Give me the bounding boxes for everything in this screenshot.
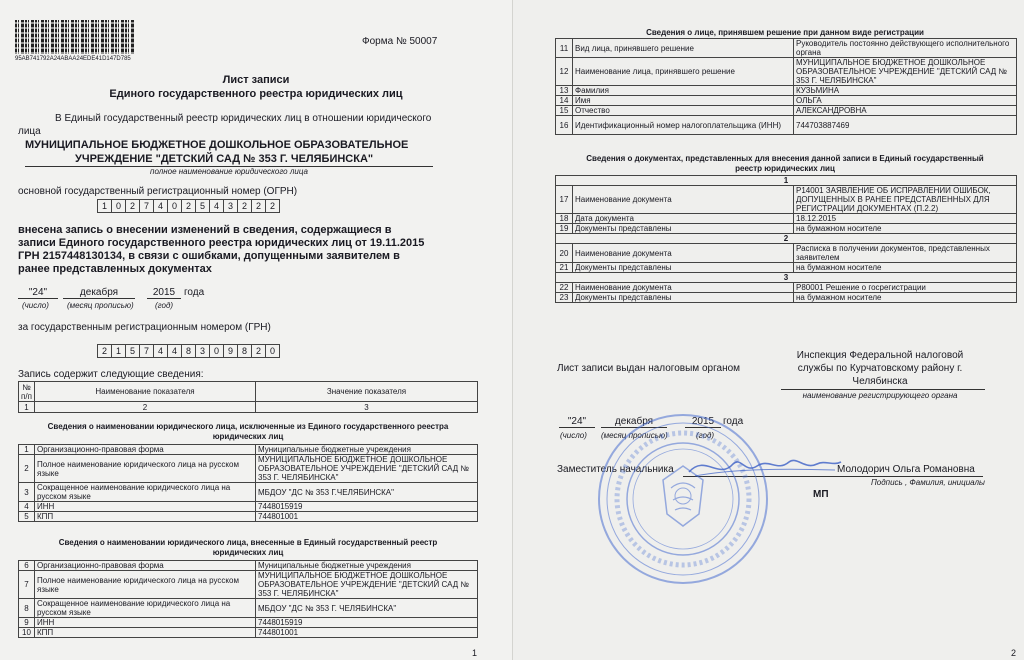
row-value: Муниципальные бюджетные учреждения [256, 561, 478, 571]
row-value: Муниципальные бюджетные учреждения [256, 445, 478, 455]
ogrn-digit: 4 [209, 199, 224, 213]
page-2 [512, 0, 1024, 660]
intro-line1: В Единый государственный реестр юридических лиц в отношении юридического [55, 113, 432, 124]
row-name: Организационно-правовая форма [35, 445, 256, 455]
section2-title-line2: юридических лиц [212, 548, 284, 557]
col-value-index: 3 [256, 402, 478, 413]
table-row [556, 283, 1017, 293]
table-row [556, 244, 1017, 263]
col-name-index: 2 [35, 402, 256, 413]
grn-digit: 8 [181, 344, 196, 358]
row-value: МУНИЦИПАЛЬНОЕ БЮДЖЕТНОЕ ДОШКОЛЬНОЕ ОБРАЗОВАТЕЛЬНОЕ УЧРЕЖДЕНИЕ "ДЕТСКИЙ САД № 353 Г. ЧЕЛЯБИНСКА" [794, 58, 1017, 86]
row-name: Сокращенное наименование юридического лица на русском языке [35, 599, 256, 618]
row-value: на бумажном носителе [794, 224, 1017, 234]
org-name-line2: УЧРЕЖДЕНИЕ "ДЕТСКИЙ САД № 353 Г. ЧЕЛЯБИНСКА" [75, 153, 374, 165]
grn-digit: 4 [167, 344, 182, 358]
row-name: КПП [35, 512, 256, 522]
page-number-1: 1 [472, 648, 478, 658]
signature-icon [685, 450, 845, 484]
row-number: 13 [556, 86, 573, 96]
header-table [18, 381, 478, 413]
row-name: Документы представлены [573, 224, 794, 234]
row-name: Имя [573, 96, 794, 106]
right-date-month: декабря [601, 416, 667, 428]
caption-year: (год) [155, 301, 174, 310]
table-row [19, 502, 478, 512]
right-caption-day: (число) [560, 431, 587, 440]
row-name: Полное наименование юридического лица на русском языке [35, 455, 256, 483]
row-number: 1 [19, 445, 35, 455]
row-name: Сокращенное наименование юридического лица на русском языке [35, 483, 256, 502]
row-name: Наименование документа [573, 186, 794, 214]
grn-digit: 3 [195, 344, 210, 358]
page-number-2: 2 [1011, 648, 1017, 658]
grn-digit: 9 [223, 344, 238, 358]
docs-title-line1: Сведения о документах, представленных для внесения данной записи в Единый государственный [586, 154, 984, 163]
authority-line3: Челябинска [852, 376, 908, 387]
right-date-year: 2015 [685, 416, 721, 428]
ogrn-digit: 1 [97, 199, 112, 213]
section1-title-line1: Сведения о наименовании юридического лица, исключенные из Единого государственного реестра [47, 422, 449, 431]
col-num-index: 1 [19, 402, 35, 413]
table-row [556, 293, 1017, 303]
row-name: КПП [35, 628, 256, 638]
docs-table [555, 175, 1017, 303]
group-header-row [556, 176, 1017, 186]
table-row [19, 445, 478, 455]
org-name-line1: МУНИЦИПАЛЬНОЕ БЮДЖЕТНОЕ ДОШКОЛЬНОЕ ОБРАЗОВАТЕЛЬНОЕ [25, 139, 409, 151]
row-number: 8 [19, 599, 35, 618]
table-row [19, 455, 478, 483]
row-number: 15 [556, 106, 573, 116]
row-name: Наименование документа [573, 244, 794, 263]
col-name-header: Наименование показателя [35, 382, 256, 402]
form-number: Форма № 50007 [362, 36, 438, 47]
row-number: 12 [556, 58, 573, 86]
row-name: Наименование лица, принявшего решение [573, 58, 794, 86]
signer-caption: Подпись , Фамилия, инициалы [871, 478, 985, 487]
ogrn-label: основной государственный регистрационный номер (ОГРН) [18, 186, 298, 197]
col-num-header: № п/п [19, 382, 35, 402]
row-number: 11 [556, 39, 573, 58]
row-number: 7 [19, 571, 35, 599]
grn-digit: 0 [265, 344, 280, 358]
group-number: 1 [556, 176, 1017, 186]
row-number: 20 [556, 244, 573, 263]
row-number: 18 [556, 214, 573, 224]
group-number: 3 [556, 273, 1017, 283]
row-value: ОЛЬГА [794, 96, 1017, 106]
row-value: 744801001 [256, 512, 478, 522]
signer-name: Молодорич Ольга Романовна [837, 464, 975, 475]
row-value: 18.12.2015 [794, 214, 1017, 224]
row-value: АЛЕКСАНДРОВНА [794, 106, 1017, 116]
grn-digit: 1 [111, 344, 126, 358]
row-number: 23 [556, 293, 573, 303]
table-row [556, 214, 1017, 224]
contains-label: Запись содержит следующие сведения: [18, 369, 204, 380]
section1-title-line2: юридических лиц [212, 432, 284, 441]
caption-month: (месяц прописью) [67, 301, 134, 310]
grn-digit: 7 [139, 344, 154, 358]
org-name-caption: полное наименование юридического лица [150, 167, 308, 176]
row-number: 4 [19, 502, 35, 512]
row-name: Дата документа [573, 214, 794, 224]
section1-table [18, 444, 478, 522]
title-line1: Лист записи [222, 74, 290, 86]
row-number: 17 [556, 186, 573, 214]
barcode [15, 20, 135, 54]
title-line2: Единого государственного реестра юридических лиц [109, 88, 403, 100]
row-name: Организационно-правовая форма [35, 561, 256, 571]
row-name: Документы представлены [573, 293, 794, 303]
grn-digit: 0 [209, 344, 224, 358]
grn-digit: 2 [97, 344, 112, 358]
table-row [19, 628, 478, 638]
row-name: Вид лица, принявшего решение [573, 39, 794, 58]
caption-day: (число) [22, 301, 49, 310]
entry-line1: внесена запись о внесении изменений в сведения, содержащиеся в [18, 224, 392, 236]
row-value: Р80001 Решение о госрегистрации [794, 283, 1017, 293]
ogrn-digit: 4 [153, 199, 168, 213]
person-section-title: Сведения о лице, принявшем решение при данном виде регистрации [646, 28, 924, 37]
row-value: на бумажном носителе [794, 293, 1017, 303]
grn-digit: 8 [237, 344, 252, 358]
section2-table [18, 560, 478, 638]
table-row [556, 39, 1017, 58]
ogrn-digit: 2 [125, 199, 140, 213]
table-row [19, 561, 478, 571]
stamp-mark: МП [813, 489, 829, 500]
row-number: 2 [19, 455, 35, 483]
date-year: 2015 [147, 287, 181, 299]
person-table [555, 38, 1017, 135]
row-name: ИНН [35, 502, 256, 512]
group-number: 2 [556, 234, 1017, 244]
authority-underline [781, 389, 985, 390]
ogrn-digit: 2 [251, 199, 266, 213]
official-seal-icon [593, 410, 773, 588]
grn-digit: 2 [251, 344, 266, 358]
row-name: ИНН [35, 618, 256, 628]
ogrn-digit: 2 [181, 199, 196, 213]
row-value: на бумажном носителе [794, 263, 1017, 273]
table-row [19, 571, 478, 599]
row-number: 21 [556, 263, 573, 273]
row-name: Документы представлены [573, 263, 794, 273]
table-row [556, 106, 1017, 116]
row-value: КУЗЬМИНА [794, 86, 1017, 96]
row-value: Р14001 ЗАЯВЛЕНИЕ ОБ ИСПРАВЛЕНИИ ОШИБОК, ДОПУЩЕННЫХ В РАНЕЕ ПРЕДСТАВЛЕННЫХ ДЛЯ РЕГИСТРАЦИИ ДОКУМЕНТАХ (П.2.2) [794, 186, 1017, 214]
row-number: 9 [19, 618, 35, 628]
row-name: Фамилия [573, 86, 794, 96]
issued-label: Лист записи выдан налоговым органом [557, 363, 741, 374]
table-row [556, 263, 1017, 273]
row-value: МБДОУ "ДС № 353 Г.ЧЕЛЯБИНСКА" [256, 483, 478, 502]
ogrn-digit: 0 [111, 199, 126, 213]
row-value: 744703887469 [794, 116, 1017, 135]
docs-title-line2: реестр юридических лиц [735, 164, 835, 173]
grn-digit-boxes [97, 344, 279, 358]
row-value: Руководитель постоянно действующего исполнительного органа [794, 39, 1017, 58]
row-name: Наименование документа [573, 283, 794, 293]
date-month: декабря [63, 287, 135, 299]
date-year-suffix: года [184, 287, 205, 298]
row-value: 744801001 [256, 628, 478, 638]
right-date-year-suffix: года [723, 416, 744, 427]
ogrn-digit: 2 [237, 199, 252, 213]
entry-line4: ранее представленных документах [18, 263, 212, 275]
col-value-header: Значение показателя [256, 382, 478, 402]
row-name: Отчество [573, 106, 794, 116]
ogrn-digit: 2 [265, 199, 280, 213]
row-name: Полное наименование юридического лица на русском языке [35, 571, 256, 599]
right-caption-year: (год) [696, 431, 715, 440]
grn-digit: 4 [153, 344, 168, 358]
ogrn-digit: 5 [195, 199, 210, 213]
right-date-day: "24" [559, 416, 595, 428]
grn-label: за государственным регистрационным номером (ГРН) [18, 322, 271, 333]
row-number: 14 [556, 96, 573, 106]
ogrn-digit: 7 [139, 199, 154, 213]
ogrn-digit: 0 [167, 199, 182, 213]
row-value: МБДОУ "ДС № 353 Г. ЧЕЛЯБИНСКА" [256, 599, 478, 618]
row-value: МУНИЦИПАЛЬНОЕ БЮДЖЕТНОЕ ДОШКОЛЬНОЕ ОБРАЗОВАТЕЛЬНОЕ УЧРЕЖДЕНИЕ "ДЕТСКИЙ САД № 353 Г. ЧЕЛЯБИНСКА" [256, 571, 478, 599]
authority-line1: Инспекция Федеральной налоговой [796, 350, 964, 361]
table-row [556, 224, 1017, 234]
section2-title-line1: Сведения о наименовании юридического лица, внесенные в Единый государственный реестр [58, 538, 438, 547]
date-day: "24" [18, 287, 58, 299]
group-header-row [556, 234, 1017, 244]
entry-line2: записи Единого государственного реестра юридических лиц от 19.11.2015 [18, 237, 425, 249]
row-number: 3 [19, 483, 35, 502]
row-value: МУНИЦИПАЛЬНОЕ БЮДЖЕТНОЕ ДОШКОЛЬНОЕ ОБРАЗОВАТЕЛЬНОЕ УЧРЕЖДЕНИЕ "ДЕТСКИЙ САД № 353 Г. ЧЕЛЯБИНСКА" [256, 455, 478, 483]
row-value: 7448015919 [256, 618, 478, 628]
ogrn-digit: 3 [223, 199, 238, 213]
row-number: 6 [19, 561, 35, 571]
group-header-row [556, 273, 1017, 283]
table-row [556, 186, 1017, 214]
barcode-text: 95AB741792A24ABAA24EDE41D147D785 [15, 56, 131, 62]
table-row [19, 618, 478, 628]
table-row [556, 96, 1017, 106]
right-caption-month: (месяц прописью) [601, 431, 668, 440]
table-row [19, 512, 478, 522]
row-number: 16 [556, 116, 573, 135]
row-name: Идентификационный номер налогоплательщика (ИНН) [573, 116, 794, 135]
authority-line2: службы по Курчатовскому району г. [797, 363, 963, 374]
signer-role: Заместитель начальника [557, 464, 674, 475]
table-row [556, 58, 1017, 86]
row-number: 22 [556, 283, 573, 293]
row-value: 7448015919 [256, 502, 478, 512]
row-number: 10 [19, 628, 35, 638]
row-number: 5 [19, 512, 35, 522]
row-number: 19 [556, 224, 573, 234]
row-value: Расписка в получении документов, представленных заявителем [794, 244, 1017, 263]
grn-digit: 5 [125, 344, 140, 358]
table-row [556, 86, 1017, 96]
table-row [556, 116, 1017, 135]
entry-line3: ГРН 2157448130134, в связи с ошибками, допущенными заявителем в [18, 250, 400, 262]
table-row [19, 483, 478, 502]
ogrn-digit-boxes [97, 199, 279, 213]
table-row [19, 599, 478, 618]
intro-line2: лица [18, 126, 41, 137]
authority-caption: наименование регистрирующего органа [802, 391, 958, 400]
